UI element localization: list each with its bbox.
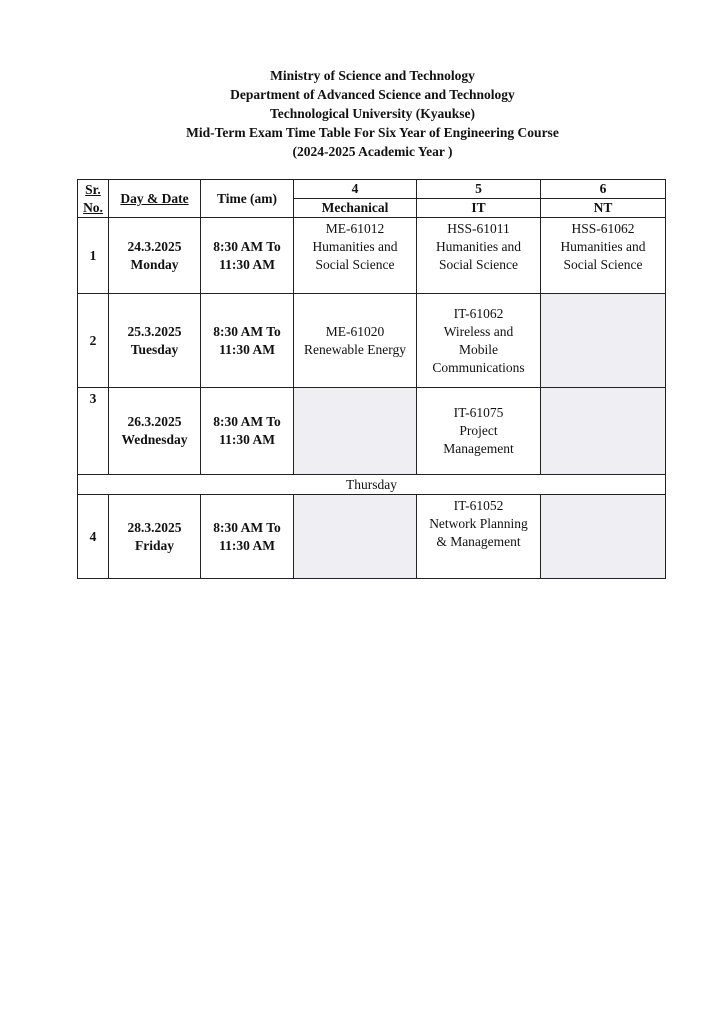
holiday-label: Thursday: [78, 475, 666, 495]
group-4-number: 4: [294, 180, 417, 199]
group-4-name: Mechanical: [294, 199, 417, 218]
row-number: 4: [78, 495, 109, 579]
group-5-name: IT: [417, 199, 541, 218]
exam-cell-it: IT-61075 Project Management: [417, 388, 541, 475]
header-academic-year: (2024-2025 Academic Year ): [292, 144, 453, 159]
row-date-cell: 24.3.2025 Monday: [109, 218, 201, 294]
empty-cell-nt: [541, 495, 666, 579]
header-ministry: Ministry of Science and Technology: [270, 68, 475, 83]
timetable: [77, 179, 666, 579]
row-date-cell: 28.3.2025 Friday: [109, 495, 201, 579]
row-number: 1: [78, 218, 109, 294]
group-6-number: 6: [541, 180, 666, 199]
header-department: Department of Advanced Science and Technology: [230, 87, 515, 102]
header-university: Technological University (Kyaukse): [269, 106, 475, 121]
group-5-number: 5: [417, 180, 541, 199]
empty-cell-nt: [541, 388, 666, 475]
exam-cell-mechanical: ME-61012 Humanities and Social Science: [294, 218, 417, 294]
document-header: [0, 66, 715, 161]
table-row: [78, 294, 666, 388]
table-row: [78, 495, 666, 579]
row-date-cell: 25.3.2025 Tuesday: [109, 294, 201, 388]
exam-cell-it: IT-61052 Network Planning & Management: [417, 495, 541, 579]
row-date-cell: 26.3.2025 Wednesday: [109, 388, 201, 475]
empty-cell-mechanical: [294, 388, 417, 475]
row-time-cell: 8:30 AM To 11:30 AM: [201, 495, 294, 579]
row-time-cell: 8:30 AM To 11:30 AM: [201, 294, 294, 388]
group-6-name: NT: [541, 199, 666, 218]
empty-cell-mechanical: [294, 495, 417, 579]
exam-cell-it: HSS-61011 Humanities and Social Science: [417, 218, 541, 294]
header-row-1: [78, 180, 666, 199]
col-day-header: Day & Date: [109, 180, 201, 218]
table-row: [78, 388, 666, 475]
table-row: [78, 218, 666, 294]
col-time-header: Time (am): [201, 180, 294, 218]
holiday-row: [78, 475, 666, 495]
empty-cell-nt: [541, 294, 666, 388]
row-time-cell: 8:30 AM To 11:30 AM: [201, 388, 294, 475]
row-time-cell: 8:30 AM To 11:30 AM: [201, 218, 294, 294]
row-number: 3: [78, 388, 109, 475]
exam-cell-it: IT-61062 Wireless and Mobile Communications: [417, 294, 541, 388]
col-sr-header: Sr. No.: [78, 180, 109, 218]
header-title: Mid-Term Exam Time Table For Six Year of Engineering Course: [186, 125, 559, 140]
exam-cell-mechanical: ME-61020 Renewable Energy: [294, 294, 417, 388]
exam-cell-nt: HSS-61062 Humanities and Social Science: [541, 218, 666, 294]
row-number: 2: [78, 294, 109, 388]
